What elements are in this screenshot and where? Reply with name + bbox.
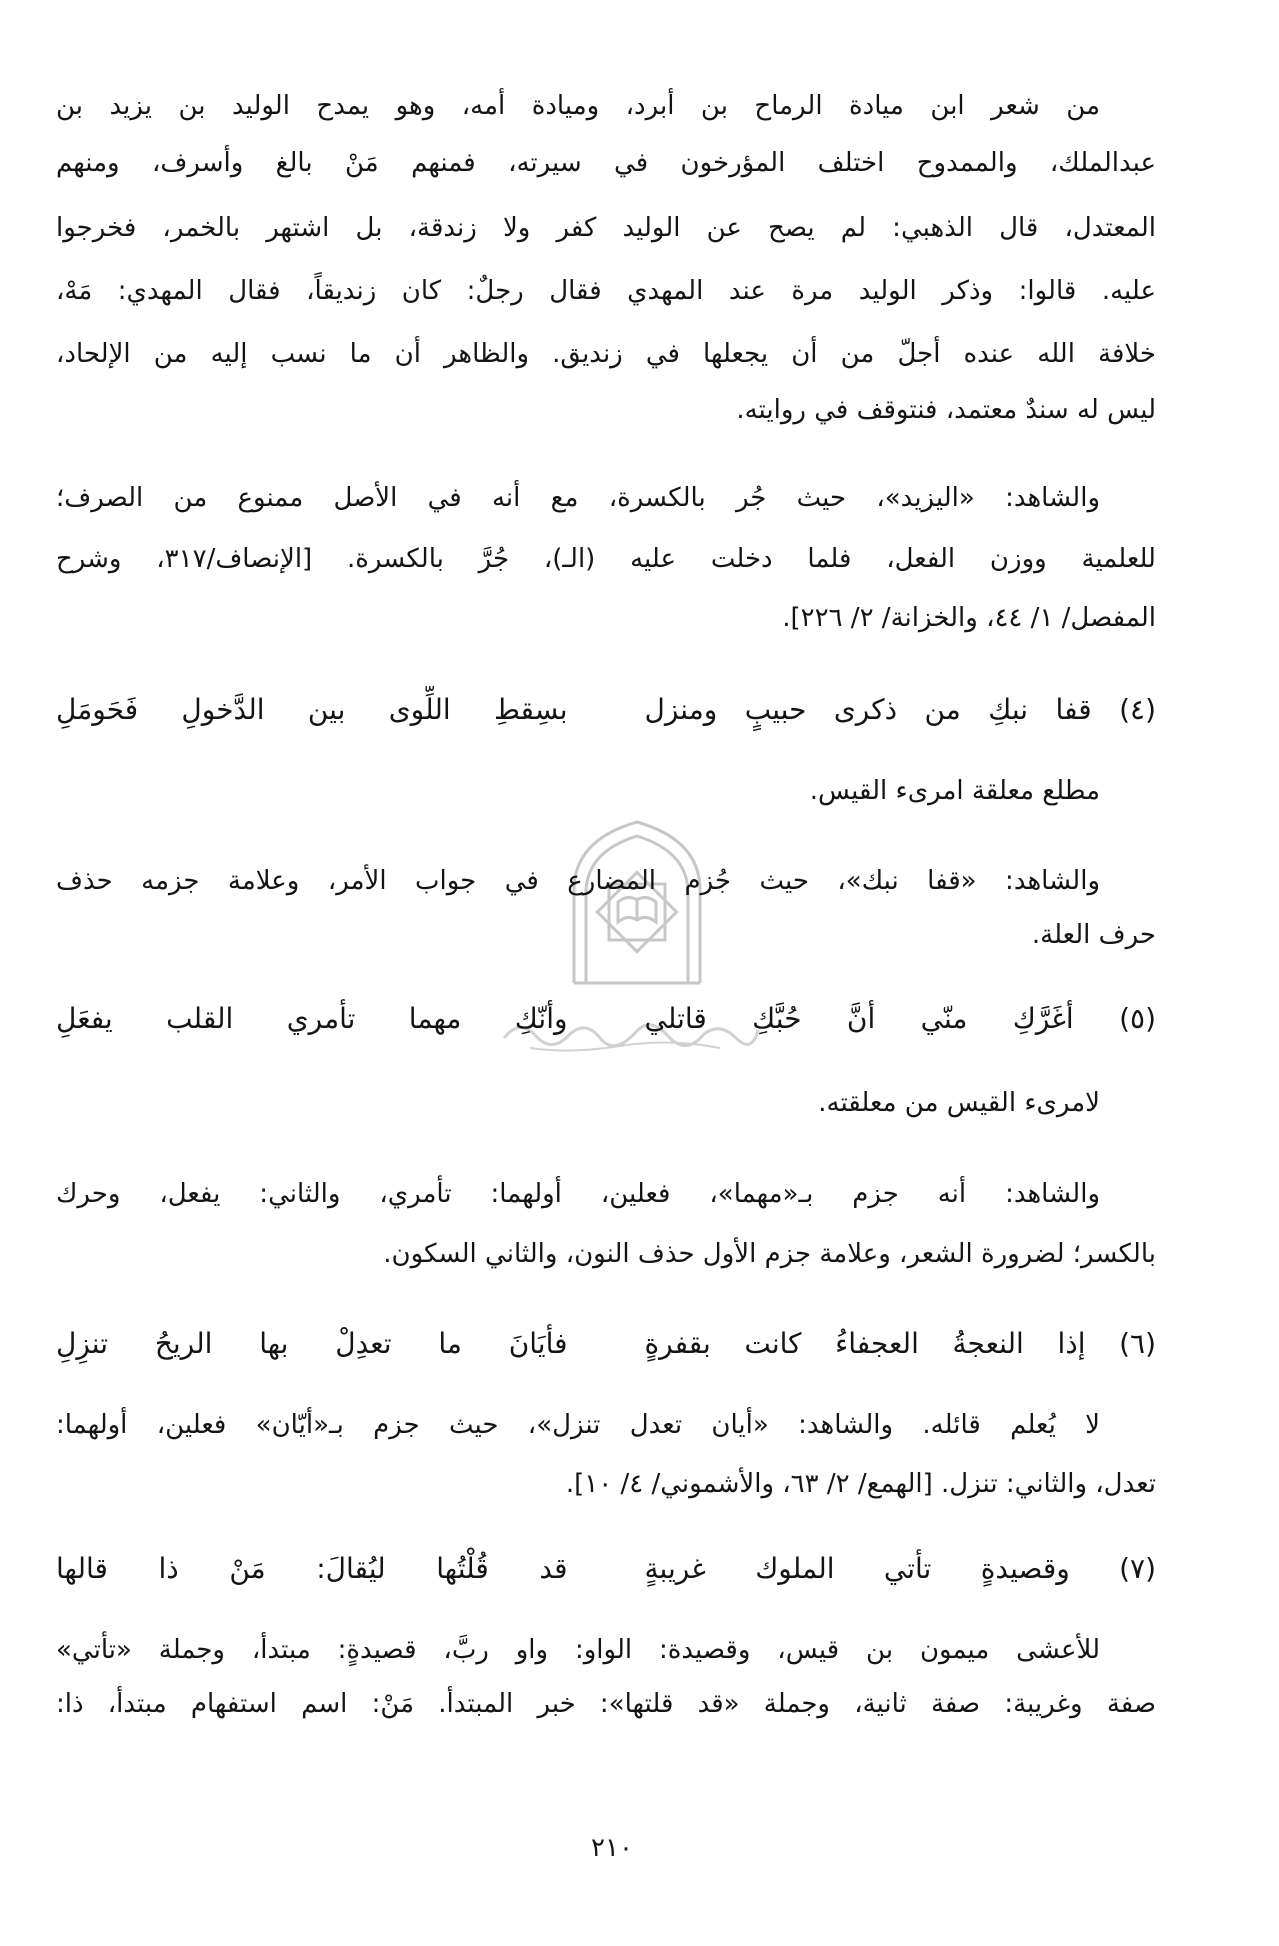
verse-4 — [56, 686, 1156, 734]
verse-5 — [56, 995, 1156, 1043]
verse-7 — [56, 1545, 1156, 1593]
paragraph-line: لا يُعلم قائله. والشاهد: «أيان تعدل تنزل»، حيث جزم بـ«أيّان» فعلين، أولهما: — [56, 1410, 1100, 1440]
verse-second-hemistich: فأيَانَ ما تعدِلْ بها الريحُ تنزِلِ — [56, 1327, 568, 1360]
paragraph-line: والشاهد: «اليزيد»، حيث جُر بالكسرة، مع أنه في الأصل ممنوع من الصرف؛ — [56, 483, 1100, 513]
verse-first-hemistich: (٦) إذا النعجةُ العجفاءُ كانت بقفرةٍ — [644, 1327, 1156, 1360]
paragraph-line: تعدل، والثاني: تنزل. [الهمع/ ٢/ ٦٣، والأشموني/ ٤/ ١٠]. — [565, 1469, 1156, 1499]
verse-note: مطلع معلقة امرىء القيس. — [809, 776, 1100, 806]
paragraph-line: والشاهد: أنه جزم بـ«مهما»، فعلين، أولهما: تأمري، والثاني: يفعل، وحرك — [56, 1179, 1100, 1209]
paragraph-line: المعتدل، قال الذهبي: لم يصح عن الوليد كفر ولا زندقة، بل اشتهر بالخمر، فخرجوا — [56, 213, 1156, 243]
paragraph-line: خلافة الله عنده أجلّ من أن يجعلها في زنديق. والظاهر أن ما نسب إليه من الإلحاد، — [56, 339, 1156, 369]
verse-second-hemistich: بسِقطِ اللِّوى بين الدَّخولِ فَحَومَلِ — [56, 693, 568, 726]
paragraph-line: المفصل/ ١/ ٤٤، والخزانة/ ٢/ ٢٢٦]. — [782, 603, 1156, 633]
paragraph-line: ليس له سندٌ معتمد، فنتوقف في روايته. — [736, 395, 1156, 425]
paragraph-line: حرف العلة. — [1031, 920, 1156, 950]
verse-note: لامرىء القيس من معلقته. — [818, 1088, 1100, 1118]
verse-second-hemistich: وأنّكِ مهما تأمري القلب يفعَلِ — [56, 1002, 568, 1035]
seal-icon — [562, 818, 712, 988]
paragraph-line: للأعشى ميمون بن قيس، وقصيدة: الواو: واو ربَّ، قصيدةٍ: مبتدأ، وجملة «تأتي» — [56, 1635, 1100, 1665]
verse-6 — [56, 1320, 1156, 1368]
paragraph-line: عليه. قالوا: وذكر الوليد مرة عند المهدي فقال رجلٌ: كان زنديقاً، فقال المهدي: مَهْ، — [56, 276, 1156, 306]
verse-first-hemistich: (٥) أغَرَّكِ منّي أنَّ حُبَّكِ قاتلي — [644, 1002, 1156, 1035]
watermark-logo — [562, 818, 712, 988]
verse-first-hemistich: (٤) قفا نبكِ من ذكرى حبيبٍ ومنزل — [644, 693, 1156, 726]
paragraph-line: والشاهد: «قفا نبك»، حيث جُزم المضارع في جواب الأمر، وعلامة جزمه حذف — [56, 866, 1100, 896]
verse-second-hemistich: قد قُلْتُها ليُقالَ: مَنْ ذا قالها — [56, 1552, 568, 1585]
paragraph-line: للعلمية ووزن الفعل، فلما دخلت عليه (الـ)، جُرَّ بالكسرة. [الإنصاف/٣١٧، وشرح — [56, 544, 1156, 574]
page-number: ٢١٠ — [591, 1833, 633, 1863]
paragraph-line: عبدالملك، والممدوح اختلف المؤرخون في سيرته، فمنهم مَنْ بالغ وأسرف، ومنهم — [56, 148, 1156, 178]
verse-first-hemistich: (٧) وقصيدةٍ تأتي الملوك غريبةٍ — [644, 1552, 1156, 1585]
paragraph-line: بالكسر؛ لضرورة الشعر، وعلامة جزم الأول حذف النون، والثاني السكون. — [383, 1239, 1156, 1269]
paragraph-line: صفة وغريبة: صفة ثانية، وجملة «قد قلتها»: خبر المبتدأ. مَنْ: اسم استفهام مبتدأ، ذا: — [56, 1689, 1156, 1719]
paragraph-line: من شعر ابن ميادة الرماح بن أبرد، وميادة أمه، وهو يمدح الوليد بن يزيد بن — [56, 91, 1100, 121]
